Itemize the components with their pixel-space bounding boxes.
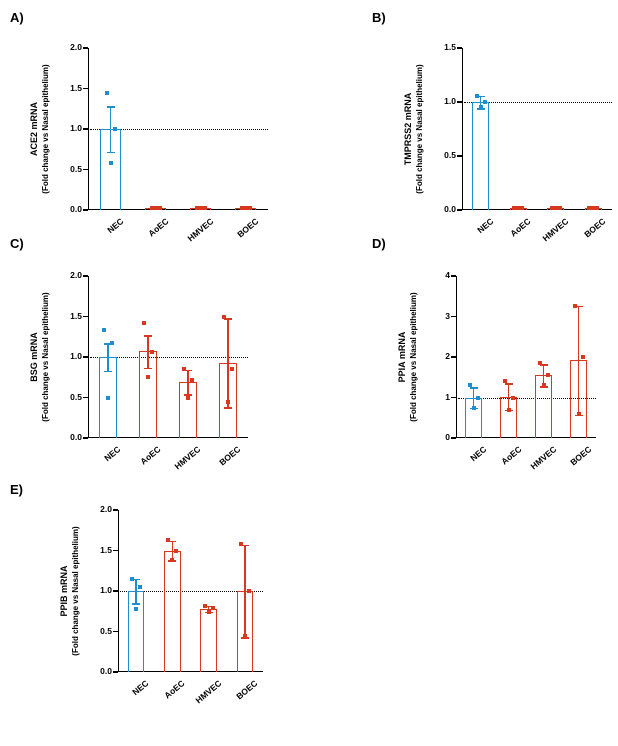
data-point: [542, 383, 546, 387]
bar: [200, 609, 217, 672]
data-point: [468, 383, 472, 387]
data-point: [110, 341, 114, 345]
x-axis-tick-label: HMVEC: [172, 444, 203, 472]
panel-letter: A): [10, 10, 24, 25]
error-bar: [135, 579, 136, 603]
error-bar: [227, 318, 228, 407]
y-axis-tick-label: 1.5: [100, 544, 112, 555]
data-point: [581, 355, 585, 359]
data-point: [154, 206, 158, 210]
data-point: [207, 610, 211, 614]
data-point: [109, 161, 113, 165]
data-point: [113, 127, 117, 131]
data-point: [182, 367, 186, 371]
data-point: [573, 304, 577, 308]
y-axis-tick-label: 0.5: [444, 150, 456, 160]
y-axis-label-line1: PPIB mRNA: [59, 565, 69, 617]
x-axis-tick-label: HMVEC: [540, 216, 571, 244]
data-point: [203, 604, 207, 608]
y-axis-tick-mark: [83, 397, 88, 398]
x-axis-tick-label: BOEC: [582, 216, 608, 240]
y-axis-tick-label: 1.5: [70, 82, 82, 93]
x-axis-tick-label: AoEC: [508, 216, 533, 239]
y-axis-tick-label: 1.5: [444, 42, 456, 52]
y-axis-label-line1: BSG mRNA: [29, 332, 39, 382]
y-axis-label-line2: (Fold change vs Nasal epithelium): [41, 292, 50, 422]
y-axis-tick-label: 0.5: [100, 625, 112, 636]
data-point: [190, 378, 194, 382]
x-axis-tick-label: AoEC: [498, 444, 523, 467]
y-axis-tick-label: 2.0: [70, 270, 82, 280]
y-axis-tick-mark: [83, 169, 88, 170]
data-point: [244, 206, 248, 210]
y-axis-tick-label: 0: [445, 432, 450, 442]
y-axis-label-line2: (Fold change vs Nasal epithelium): [415, 64, 424, 194]
x-axis-tick-label: NEC: [104, 216, 125, 236]
y-axis-tick-mark: [83, 88, 88, 89]
y-axis-label-line1: TMPRSS2 mRNA: [403, 92, 413, 166]
error-bar: [244, 545, 245, 637]
error-bar-cap: [224, 407, 232, 408]
data-point: [558, 206, 562, 210]
y-axis-tick-mark: [83, 356, 88, 357]
error-bar-cap: [107, 152, 115, 153]
data-point: [102, 328, 106, 332]
y-axis-tick-label: 1.0: [444, 96, 456, 106]
x-axis-tick-label: BOEC: [567, 444, 593, 468]
data-point: [516, 206, 520, 210]
x-axis-tick-label: HMVEC: [193, 678, 224, 706]
error-bar-cap: [107, 106, 115, 107]
y-axis-tick-mark: [113, 590, 118, 591]
data-point: [483, 100, 487, 104]
data-point: [134, 607, 138, 611]
y-axis-tick-mark: [113, 671, 118, 672]
error-bar: [110, 106, 111, 151]
y-axis-tick-mark: [457, 155, 462, 156]
data-point: [203, 206, 207, 210]
panel-letter: B): [372, 10, 386, 25]
data-point: [211, 606, 215, 610]
x-axis-tick-label: AoEC: [138, 444, 163, 467]
data-point: [476, 396, 480, 400]
data-point: [243, 634, 247, 638]
data-point: [170, 558, 174, 562]
x-axis-tick-label: NEC: [130, 678, 151, 698]
error-bar-cap: [505, 383, 513, 384]
x-axis-tick-label: BOEC: [217, 444, 243, 468]
data-point: [222, 315, 226, 319]
y-axis-label-line2: (Fold change vs Nasal epithelium): [41, 64, 50, 194]
data-point: [226, 400, 230, 404]
x-axis-tick-label: AoEC: [145, 216, 170, 239]
data-point: [538, 361, 542, 365]
y-axis-tick-mark: [83, 47, 88, 48]
y-axis-tick-mark: [83, 437, 88, 438]
y-axis-tick-label: 0.5: [70, 391, 82, 402]
x-axis-tick-label: NEC: [467, 444, 488, 464]
data-point: [158, 206, 162, 210]
y-axis-tick-mark: [457, 209, 462, 210]
data-point: [247, 589, 251, 593]
error-bar-cap: [144, 335, 152, 336]
y-axis-tick-label: 0.0: [444, 204, 456, 214]
y-axis-label: [29, 30, 51, 228]
y-axis-tick-mark: [457, 47, 462, 48]
data-point: [199, 206, 203, 210]
x-axis-tick-label: BOEC: [234, 216, 260, 240]
y-axis-tick-label: 4: [445, 270, 450, 280]
y-axis-tick-mark: [451, 275, 456, 276]
data-point: [166, 538, 170, 542]
y-axis-tick-mark: [113, 631, 118, 632]
y-axis-tick-label: 2.0: [100, 504, 112, 514]
y-axis-tick-label: 0.0: [70, 204, 82, 214]
data-point: [475, 94, 479, 98]
y-axis-tick-mark: [83, 316, 88, 317]
data-point: [591, 206, 595, 210]
y-axis-label: [29, 258, 51, 456]
data-point: [472, 406, 476, 410]
y-axis-tick-label: 1.5: [70, 310, 82, 321]
data-point: [577, 412, 581, 416]
bar: [472, 102, 489, 210]
y-axis-tick-mark: [451, 437, 456, 438]
data-point: [554, 206, 558, 210]
error-bar: [187, 370, 188, 394]
y-axis-tick-label: 1.0: [70, 123, 82, 133]
data-point: [239, 542, 243, 546]
data-point: [142, 321, 146, 325]
x-axis-tick-label: HMVEC: [527, 444, 558, 472]
y-axis-tick-label: 0.0: [100, 666, 112, 676]
error-bar-cap: [144, 368, 152, 369]
y-axis-tick-mark: [457, 101, 462, 102]
data-point: [106, 396, 110, 400]
data-point: [105, 91, 109, 95]
panel-letter: D): [372, 236, 386, 251]
data-point: [507, 408, 511, 412]
error-bar: [578, 306, 579, 415]
data-point: [186, 396, 190, 400]
data-point: [520, 206, 524, 210]
error-bar-cap: [104, 371, 112, 372]
error-bar-cap: [470, 387, 478, 388]
panel-letter: C): [10, 236, 24, 251]
x-axis-tick-label: AoEC: [162, 678, 187, 701]
data-point: [546, 373, 550, 377]
y-axis-label: [59, 492, 81, 690]
data-point: [150, 350, 154, 354]
y-axis-tick-mark: [451, 397, 456, 398]
y-axis-tick-label: 1.0: [70, 351, 82, 361]
data-point: [230, 367, 234, 371]
error-bar: [107, 343, 108, 371]
y-axis-label-line2: (Fold change vs Nasal epithelium): [409, 292, 418, 422]
data-point: [503, 379, 507, 383]
x-axis-tick-label: BOEC: [234, 678, 260, 702]
y-axis-tick-label: 3: [445, 310, 450, 321]
y-axis-tick-mark: [83, 209, 88, 210]
error-bar: [147, 335, 148, 367]
y-axis-label: [403, 30, 425, 228]
y-axis-tick-mark: [113, 550, 118, 551]
y-axis-tick-label: 0.5: [70, 163, 82, 174]
data-point: [511, 396, 515, 400]
error-bar: [508, 383, 509, 410]
y-axis-tick-label: 1.0: [100, 585, 112, 595]
y-axis-label-line2: (Fold change vs Nasal epithelium): [71, 526, 80, 656]
y-axis-tick-mark: [83, 128, 88, 129]
x-axis-tick-label: HMVEC: [184, 216, 215, 244]
y-axis-label-line1: PPIA mRNA: [397, 331, 407, 383]
data-point: [248, 206, 252, 210]
data-point: [479, 105, 483, 109]
y-axis-tick-label: 0.0: [70, 432, 82, 442]
y-axis-label: [397, 258, 419, 456]
error-bar: [473, 387, 474, 407]
data-point: [595, 206, 599, 210]
data-point: [138, 585, 142, 589]
data-point: [146, 375, 150, 379]
data-point: [130, 577, 134, 581]
data-point: [174, 549, 178, 553]
y-axis-tick-mark: [451, 316, 456, 317]
panel-letter: E): [10, 482, 23, 497]
y-axis-tick-label: 1: [445, 391, 450, 402]
bar: [164, 551, 181, 673]
y-axis-tick-label: 2: [445, 351, 450, 361]
x-axis-tick-label: NEC: [474, 216, 496, 236]
y-axis-tick-mark: [451, 356, 456, 357]
y-axis-tick-mark: [113, 509, 118, 510]
y-axis-tick-mark: [83, 275, 88, 276]
error-bar-cap: [132, 603, 140, 604]
x-axis-tick-label: NEC: [102, 444, 123, 464]
y-axis-label-line1: ACE2 mRNA: [29, 102, 39, 157]
y-axis-tick-label: 2.0: [70, 42, 82, 52]
